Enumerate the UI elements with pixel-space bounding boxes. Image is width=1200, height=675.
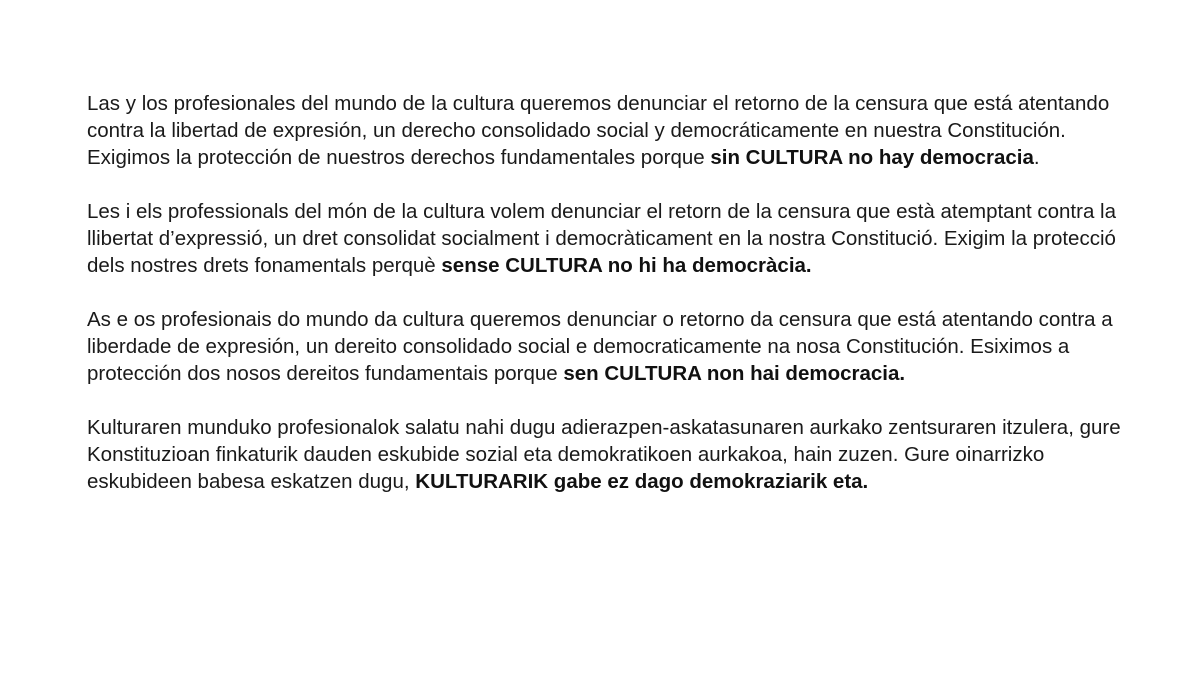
- paragraph-basque: [87, 414, 1127, 495]
- paragraph-text: Les i els professionals del món de la cultura volem denunciar el retorn de la censura que està atemptant contra la llibertat d’expressió, un dret consolidat socialment i democràticament en la nostra Constitució. Exigim la protecció dels nostres drets fonamentals perquè: [87, 200, 1117, 277]
- paragraph-text: Kulturaren munduko profesionalok salatu nahi dugu adierazpen-askatasunaren aurkako zentsuraren itzulera, gure Konstituzioan finkaturik dauden eskubide sozial eta demokratikoen aurkakoa, hain zuzen. Gure oinarrizko eskubideen babesa eskatzen dugu,: [87, 416, 1121, 493]
- paragraph-bold-claim: KULTURARIK gabe ez dago demokraziarik eta.: [415, 470, 869, 493]
- paragraph-bold-claim: sense CULTURA no hi ha democràcia.: [441, 254, 812, 277]
- paragraph-bold-claim: sin CULTURA no hay democracia: [710, 146, 1034, 169]
- paragraph-tail: .: [1033, 146, 1040, 169]
- paragraph-catalan: [87, 198, 1127, 279]
- paragraph-spanish: [87, 90, 1127, 171]
- paragraph-text: As e os profesionais do mundo da cultura queremos denunciar o retorno da censura que está atentando contra a liberdade de expresión, un dereito consolidado social e democraticamente na nosa Constitución. Esiximos a protección dos nosos dereitos fundamentais porque: [87, 308, 1113, 385]
- statement-document: [87, 90, 1127, 495]
- paragraph-galician: [87, 306, 1127, 387]
- paragraph-bold-claim: sen CULTURA non hai democracia.: [563, 362, 906, 385]
- paragraph-text: Las y los profesionales del mundo de la cultura queremos denunciar el retorno de la censura que está atentando contra la libertad de expresión, un derecho consolidado social y democráticamente en nuestra Constitución. Exigimos la protección de nuestros derechos fundamentales porque: [87, 92, 1110, 169]
